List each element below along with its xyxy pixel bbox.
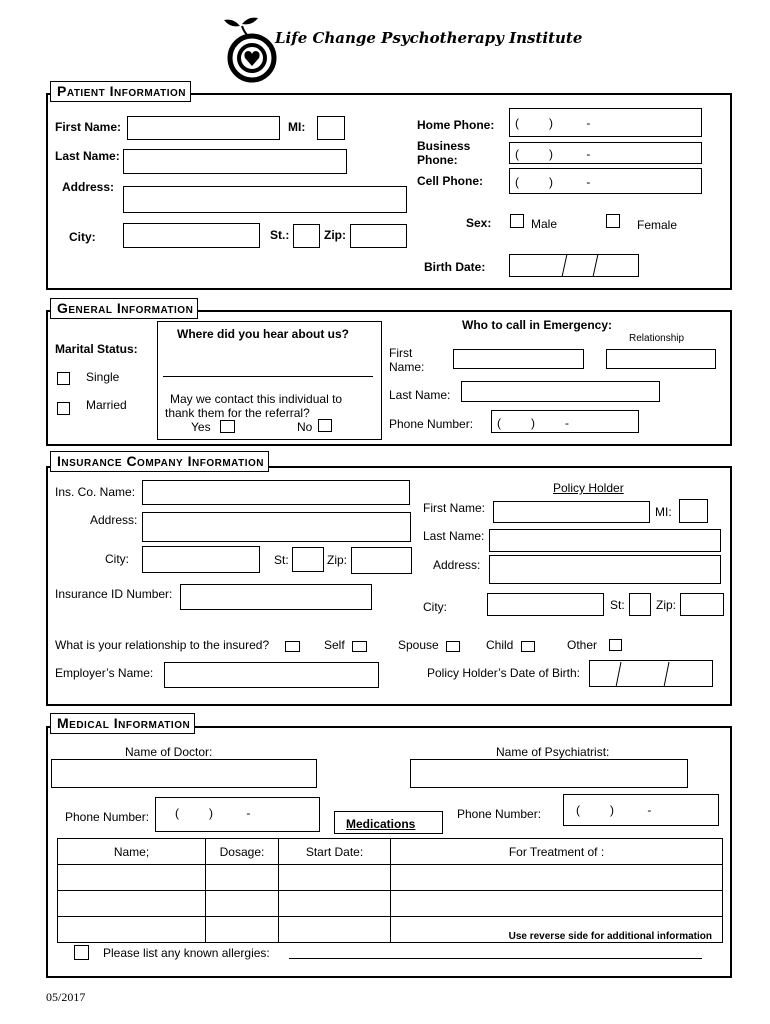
marital-status-label: Marital Status: bbox=[55, 342, 138, 356]
allergies-label: Please list any known allergies: bbox=[103, 946, 270, 960]
spouse-label: Spouse bbox=[398, 638, 439, 652]
ph-city-label: City: bbox=[423, 600, 447, 614]
ph-last-name-label: Last Name: bbox=[423, 529, 485, 543]
ph-address-input[interactable] bbox=[489, 555, 721, 584]
ph-dob-label: Policy Holder’s Date of Birth: bbox=[427, 666, 580, 680]
ph-state-input[interactable] bbox=[629, 593, 651, 616]
insurance-information-title: Insurance Company Information bbox=[50, 451, 269, 472]
medical-information-title: Medical Information bbox=[50, 713, 195, 734]
city-label: City: bbox=[69, 230, 96, 244]
birth-date-label: Birth Date: bbox=[424, 260, 486, 274]
child-checkbox[interactable] bbox=[521, 641, 535, 652]
may-contact-label-2: thank them for the referral? bbox=[165, 406, 310, 420]
table-row bbox=[58, 839, 723, 865]
employer-input[interactable] bbox=[164, 662, 379, 688]
no-label: No bbox=[297, 420, 313, 434]
emergency-label: Who to call in Emergency: bbox=[462, 318, 613, 332]
state-input[interactable] bbox=[293, 224, 320, 248]
emergency-first-name-input[interactable] bbox=[453, 349, 584, 369]
doctor-phone-mask: ( ) - bbox=[175, 806, 251, 820]
doctor-input[interactable] bbox=[51, 759, 317, 788]
business-phone-label-2: Phone: bbox=[417, 153, 458, 167]
emergency-phone-mask: ( ) - bbox=[497, 416, 569, 430]
emergency-last-name-input[interactable] bbox=[461, 381, 660, 402]
city-input[interactable] bbox=[123, 223, 260, 248]
form-date: 05/2017 bbox=[46, 990, 86, 1004]
col-name-header: Name; bbox=[58, 839, 206, 865]
ph-address-label: Address: bbox=[433, 558, 481, 572]
ins-city-label: City: bbox=[105, 552, 129, 566]
cell-phone-mask: ( ) - bbox=[515, 175, 591, 189]
medications-table bbox=[57, 838, 723, 943]
self-checkbox[interactable] bbox=[352, 641, 367, 652]
last-name-label: Last Name: bbox=[55, 149, 120, 163]
home-phone-label: Home Phone: bbox=[417, 118, 495, 132]
emergency-first-name-label-2: Name: bbox=[389, 360, 425, 374]
ph-first-name-label: First Name: bbox=[423, 501, 486, 515]
ins-address-input[interactable] bbox=[142, 512, 411, 542]
ph-state-label: St: bbox=[610, 598, 625, 612]
mi-input[interactable] bbox=[317, 116, 345, 140]
psychiatrist-label: Name of Psychiatrist: bbox=[496, 745, 610, 759]
sex-label: Sex: bbox=[466, 216, 492, 230]
where-hear-label: Where did you hear about us? bbox=[177, 327, 350, 341]
no-checkbox[interactable] bbox=[318, 419, 332, 432]
employer-label: Employer’s Name: bbox=[55, 666, 154, 680]
emergency-phone-label: Phone Number: bbox=[389, 417, 474, 431]
yes-checkbox[interactable] bbox=[220, 420, 235, 433]
ins-zip-input[interactable] bbox=[351, 547, 412, 574]
allergies-line[interactable] bbox=[289, 958, 702, 959]
table-row[interactable] bbox=[58, 917, 723, 943]
zip-input[interactable] bbox=[350, 224, 407, 248]
psychiatrist-phone-label: Phone Number: bbox=[457, 807, 542, 821]
business-phone-label-1: Business bbox=[417, 139, 471, 153]
ph-mi-input[interactable] bbox=[679, 499, 708, 523]
spiral-heart-icon bbox=[220, 14, 280, 84]
ins-state-label: St: bbox=[274, 553, 289, 567]
last-name-input[interactable] bbox=[123, 149, 347, 174]
married-label: Married bbox=[86, 398, 127, 412]
referral-line[interactable] bbox=[163, 376, 373, 377]
female-label: Female bbox=[637, 218, 678, 232]
emergency-first-name-label-1: First bbox=[389, 346, 413, 360]
ph-zip-input[interactable] bbox=[680, 593, 724, 616]
psychiatrist-input[interactable] bbox=[410, 759, 688, 788]
allergies-checkbox[interactable] bbox=[74, 945, 89, 960]
policy-holder-label: Policy Holder bbox=[553, 481, 624, 495]
psychiatrist-phone-mask: ( ) - bbox=[576, 803, 652, 817]
general-information-title: General Information bbox=[50, 298, 198, 319]
ph-dob-slashes bbox=[589, 660, 713, 687]
female-checkbox[interactable] bbox=[606, 214, 620, 228]
ins-co-name-input[interactable] bbox=[142, 480, 410, 505]
address-input[interactable] bbox=[123, 186, 407, 213]
ph-zip-label: Zip: bbox=[656, 598, 677, 612]
medications-heading: Medications bbox=[346, 817, 416, 831]
logo bbox=[220, 14, 280, 84]
col-dosage-header: Dosage: bbox=[206, 839, 279, 865]
male-checkbox[interactable] bbox=[510, 214, 524, 228]
relationship-unlabeled-checkbox[interactable] bbox=[285, 641, 300, 652]
ph-last-name-input[interactable] bbox=[489, 529, 721, 552]
cell-phone-label: Cell Phone: bbox=[417, 174, 484, 188]
mi-label: MI: bbox=[288, 120, 306, 134]
ins-co-name-label: Ins. Co. Name: bbox=[55, 485, 136, 499]
col-start-header: Start Date: bbox=[279, 839, 391, 865]
relationship-label: Relationship bbox=[629, 333, 685, 344]
insurance-id-label: Insurance ID Number: bbox=[55, 587, 173, 601]
doctor-phone-label: Phone Number: bbox=[65, 810, 150, 824]
other-label: Other bbox=[567, 638, 598, 652]
relationship-question-label: What is your relationship to the insured? bbox=[55, 638, 270, 652]
self-label: Self bbox=[324, 638, 345, 652]
spouse-checkbox[interactable] bbox=[446, 641, 460, 652]
other-checkbox[interactable] bbox=[609, 639, 622, 651]
state-label: St.: bbox=[270, 228, 290, 242]
ph-city-input[interactable] bbox=[487, 593, 604, 616]
single-checkbox[interactable] bbox=[57, 372, 70, 385]
address-label: Address: bbox=[62, 180, 115, 194]
institute-name: Life Change Psychotherapy Institute bbox=[275, 29, 583, 47]
child-label: Child bbox=[486, 638, 514, 652]
emergency-relationship-input[interactable] bbox=[606, 349, 716, 369]
table-row[interactable] bbox=[58, 891, 723, 917]
ins-address-label: Address: bbox=[90, 513, 138, 527]
insurance-id-input[interactable] bbox=[180, 584, 372, 610]
table-row[interactable] bbox=[58, 865, 723, 891]
first-name-label: First Name: bbox=[55, 120, 122, 134]
patient-information-title: Patient Information bbox=[50, 81, 191, 102]
reverse-side-note: Use reverse side for additional information bbox=[508, 931, 712, 942]
married-checkbox[interactable] bbox=[57, 402, 70, 415]
home-phone-mask: ( ) - bbox=[515, 116, 591, 130]
ins-state-input[interactable] bbox=[292, 547, 324, 572]
col-treatment-header: For Treatment of : bbox=[391, 839, 723, 865]
single-label: Single bbox=[86, 370, 120, 384]
ph-mi-label: MI: bbox=[655, 505, 672, 519]
yes-label: Yes bbox=[191, 420, 211, 434]
birth-date-slashes bbox=[509, 254, 639, 277]
ins-city-input[interactable] bbox=[142, 546, 260, 573]
first-name-input[interactable] bbox=[127, 116, 280, 140]
business-phone-mask: ( ) - bbox=[515, 147, 591, 161]
ph-first-name-input[interactable] bbox=[493, 501, 650, 523]
emergency-last-name-label: Last Name: bbox=[389, 388, 451, 402]
doctor-label: Name of Doctor: bbox=[125, 745, 213, 759]
may-contact-label-1: May we contact this individual to bbox=[170, 392, 343, 406]
zip-label: Zip: bbox=[324, 228, 346, 242]
ins-zip-label: Zip: bbox=[327, 553, 348, 567]
male-label: Male bbox=[531, 217, 558, 231]
